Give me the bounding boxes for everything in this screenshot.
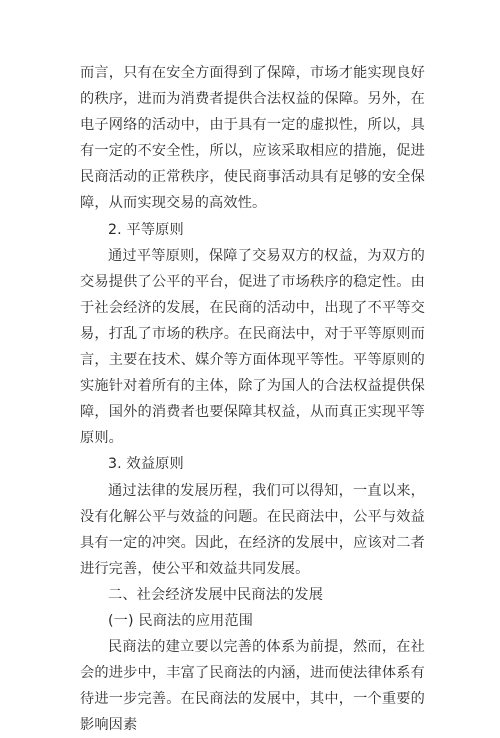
chapter-heading-civil-commercial-law-development: 二、社会经济发展中民商法的发展 <box>108 586 324 603</box>
paragraph-equality-principle: 通过平等原则，保障了交易双方的权益，为双方的交易提供了公平的平台，促进了市场秩序的稳定性。由于社会经济的发展，在民商的活动中，出现了不平等交易，打乱了市场的秩序。在民商法中，对于平等原则而言，主要在技术、媒介等方面体现平等性。平等原则的实施针对着所有的主体，除了为国人的合法权益提供保障，国外的消费者也要保障其权益，从而真正实现平等原则。 <box>80 247 425 447</box>
document-page <box>80 60 425 738</box>
section-heading-equality-principle: 2. 平等原则 <box>108 221 184 238</box>
paragraph-efficiency-principle: 通过法律的发展历程，我们可以得知，一直以来，没有化解公平与效益的问题。在民商法中，公平与效益具有一定的冲突。因此，在经济的发展中，应该对二者进行完善，使公平和效益共同发展。 <box>80 482 425 577</box>
subsection-heading-application-scope: (一) 民商法的应用范围 <box>108 612 254 629</box>
paragraph-security-continued: 而言，只有在安全方面得到了保障，市场才能实现良好的秩序，进而为消费者提供合法权益的保障。另外，在电子网络的活动中，由于具有一定的虚拟性，所以，具有一定的不安全性，所以，应该采取相应的措施，促进民商活动的正常秩序，使民商事活动具有足够的安全保障，从而实现交易的高效性。 <box>80 65 425 212</box>
section-heading-efficiency-principle: 3. 效益原则 <box>108 456 184 473</box>
paragraph-application-scope: 民商法的建立要以完善的体系为前提，然而，在社会的进步中，丰富了民商法的内涵，进而使法律体系有待进一步完善。在民商法的发展中，其中，一个重要的影响因素 <box>80 639 425 734</box>
